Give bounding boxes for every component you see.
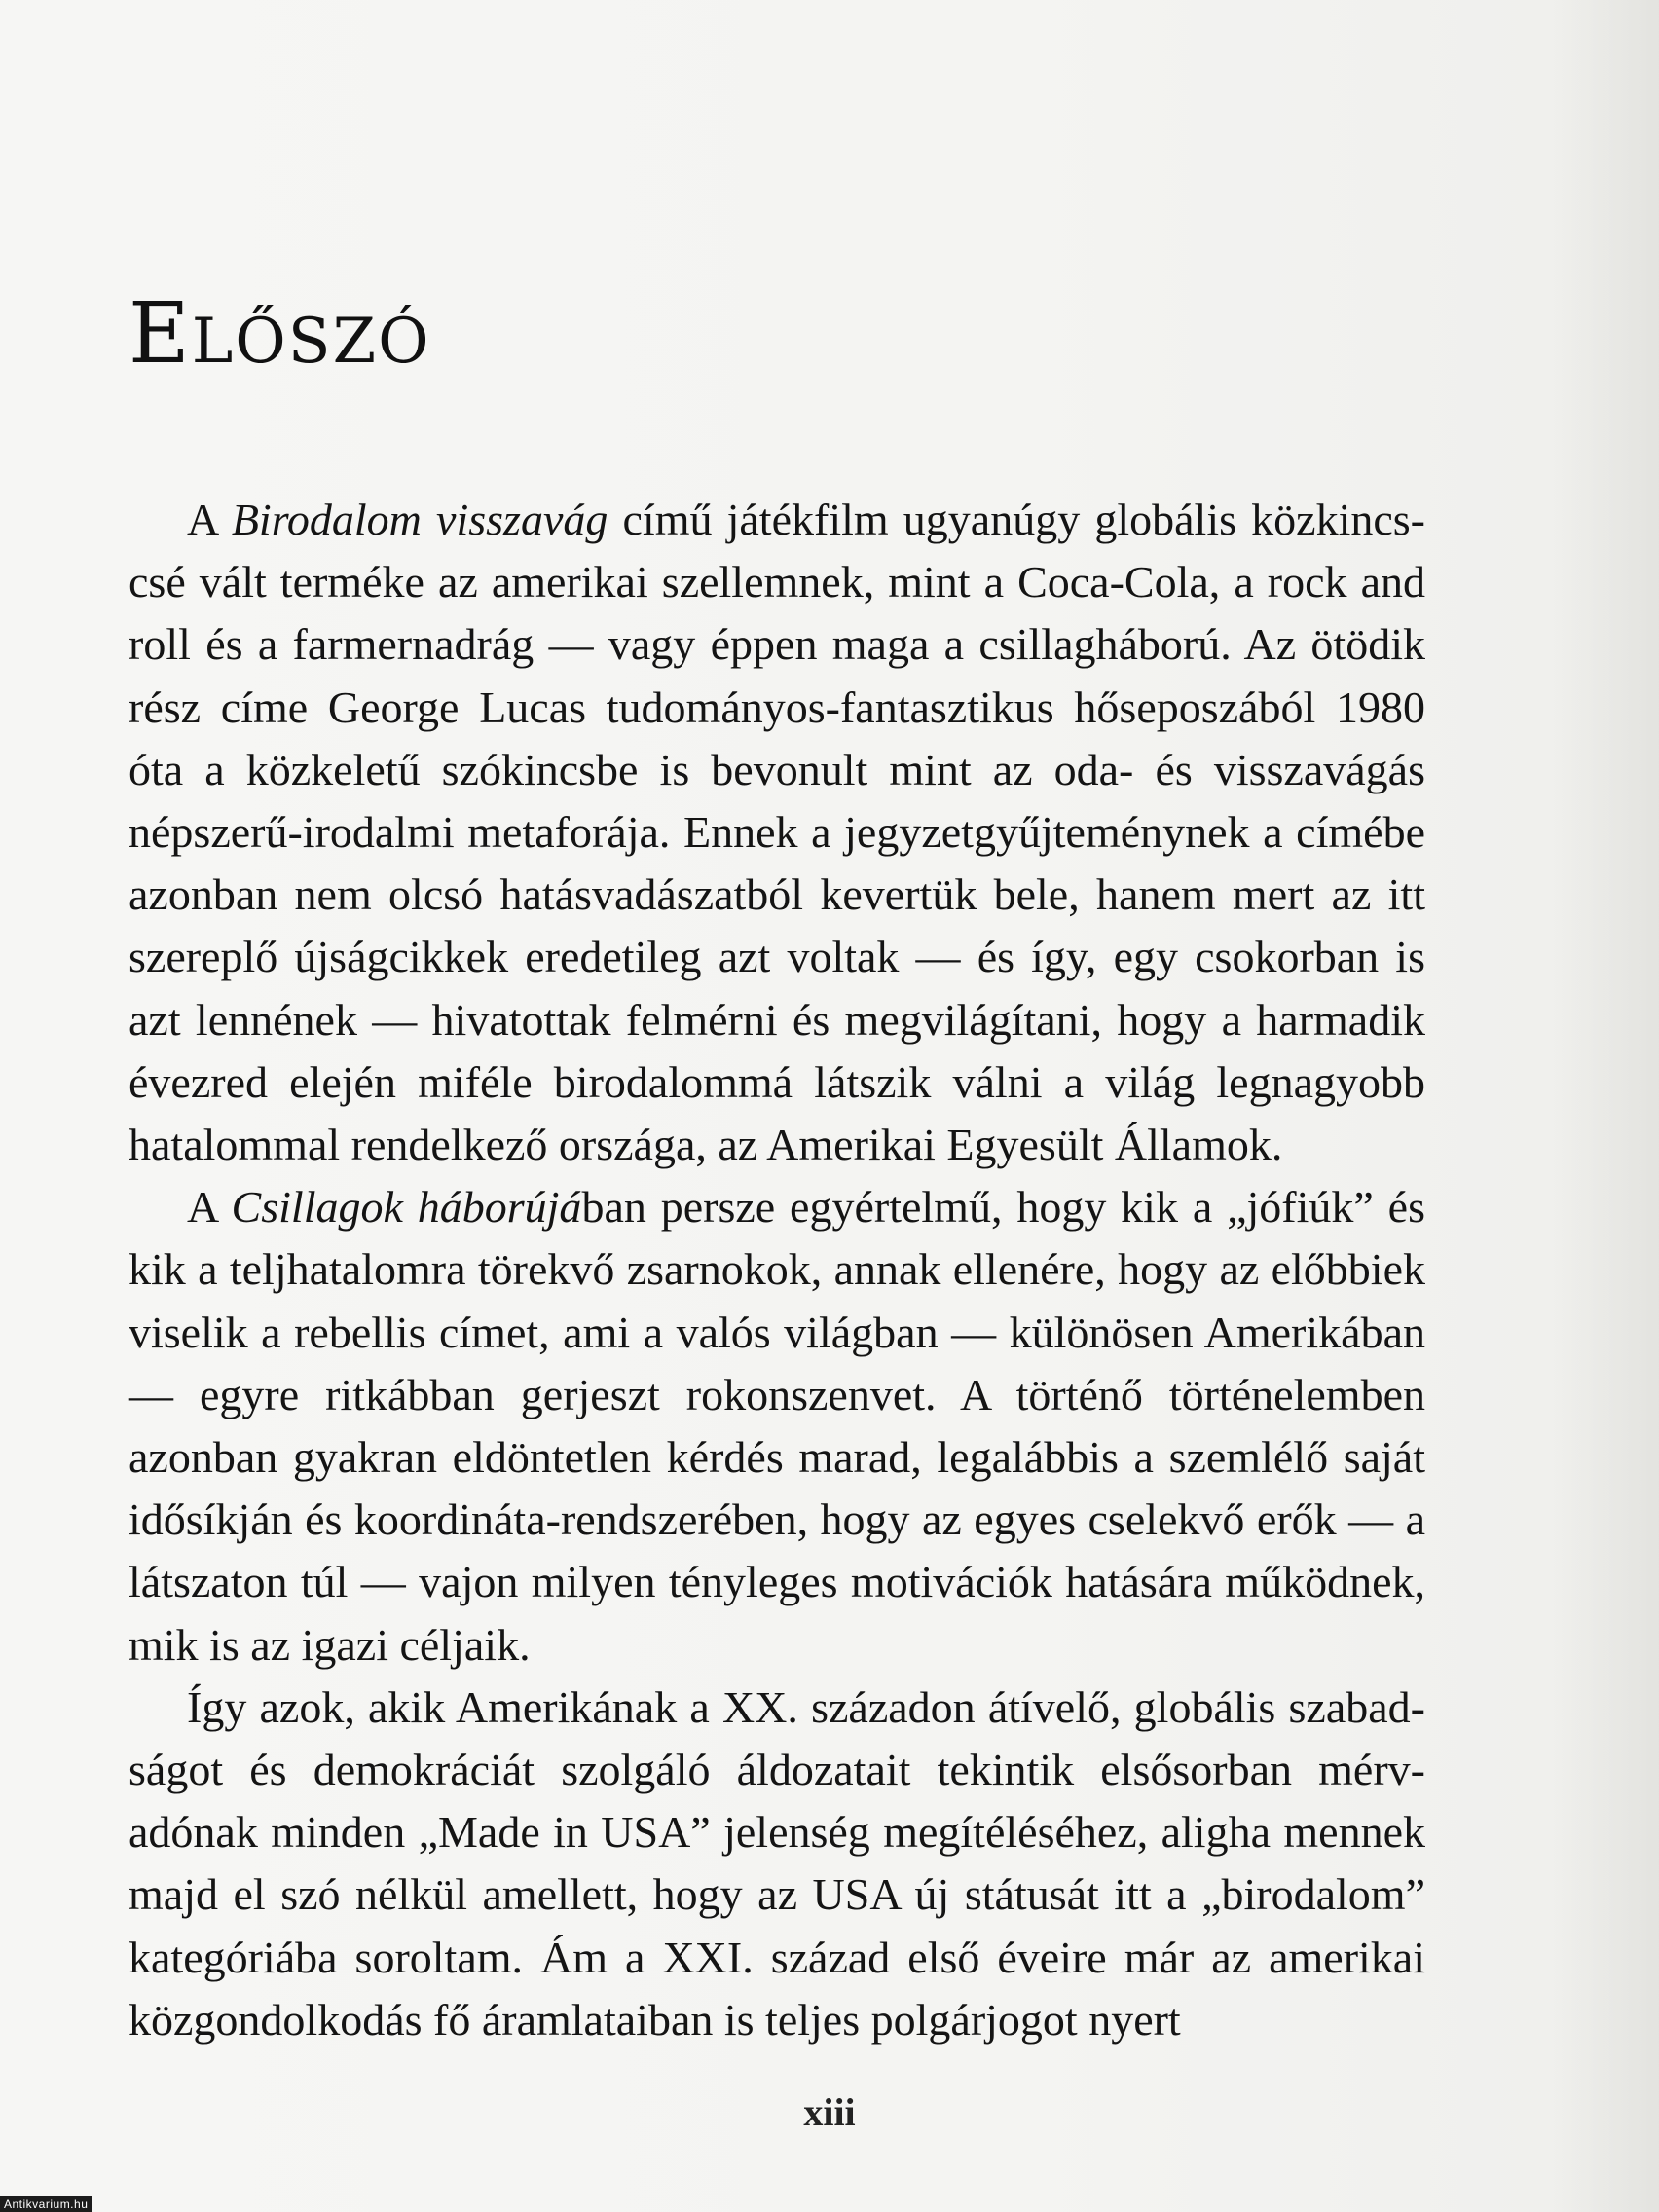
page-number: xiii (803, 2090, 856, 2134)
paragraph (129, 489, 1425, 1176)
heading-rest: LŐSZÓ (191, 306, 431, 378)
body-text (129, 489, 1425, 2051)
heading-initial: E (129, 285, 192, 383)
page-edge-shadow (1552, 0, 1659, 2212)
chapter-heading (129, 285, 431, 383)
text-run: Így azok, akik Amerikának a XX. századon átívelő, globális szabadságot és demokráciát szolgáló áldozatait tekintik elsősorban mérvadónak minden „Made in USA” jelenség megítéléséhez, aligha mennek majd el szó nélkül amellett, hogy az USA új státusát itt a „birodalom” kategóriába soroltam. Ám a XXI. század első éveire már az amerikai közgondolkodás fő áramlataiban is teljes polgárjogot nyert (129, 1681, 1425, 2045)
italic-title-text: Csillagok háborújá (231, 1182, 582, 1233)
text-run: A (187, 495, 232, 544)
text-run: című játékfilm ugyanúgy globális közkincscsé vált terméke az amerikai szellemnek, mint a Coca-Cola, a rock and roll és a farmernadrág — vagy éppen maga a csillagháború. Az ötödik rész címe George Lucas tudományos-fantasztikus hőseposzából 1980 óta a közkeletű szókincsbe is bevonult mint az oda- és visszavágás népszerű-irodalmi metaforája. Ennek a jegyzetgyűjteménynek a címébe azonban nem olcsó hatásvadászatból kevertük bele, hanem mert az itt szereplő újságcikkek eredetileg azt voltak — és így, egy csokorban is azt lennének — hivatottak felmérni és megvilágítani, hogy a harmadik évezred elején miféle birodalommá látszik válni a világ legnagyobb hatalommal rendelkező országa, az Amerikai Egyesült Államok. (129, 495, 1425, 1170)
paragraph (129, 1176, 1425, 1677)
text-run: ban persze egyértelmű, hogy kik a „jófiúk” és kik a teljhatalomra törekvő zsarnokok, annak ellenére, hogy az előbbiek viselik a rebellis címet, ami a valós világban — különösen Amerikában — egyre ritkábban gerjeszt rokonszenvet. A történő történelemben azonban gyakran eldöntetlen kérdés marad, legalábbis a szemlélő saját idősíkján és koordináta-rendszerében, hogy az egyes cselekvő erők — a látszaton túl — vajon milyen tényleges motivációk hatására működnek, mik is az igazi céljaik. (129, 1182, 1425, 1670)
text-run: A (187, 1182, 232, 1233)
italic-title-text: Birodalom visszavág (231, 495, 608, 544)
paragraph (129, 1677, 1425, 2051)
watermark: Antikvarium.hu (0, 2196, 92, 2212)
